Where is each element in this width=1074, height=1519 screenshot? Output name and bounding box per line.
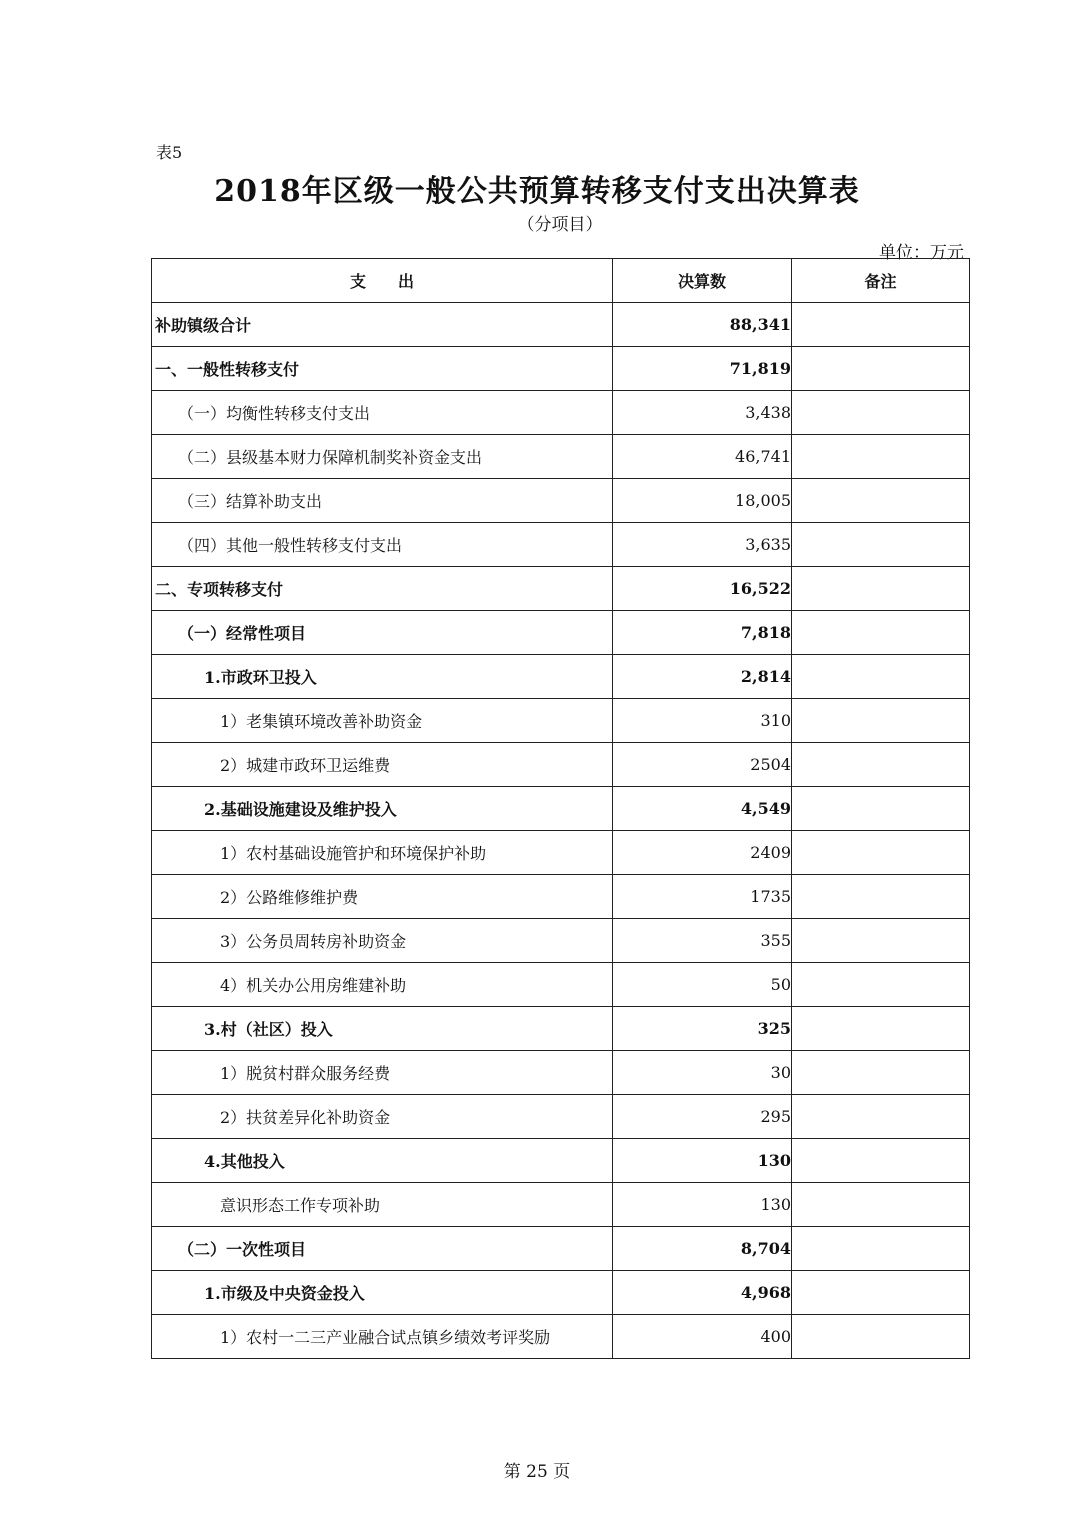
row-name: 4.其他投入 [152, 1139, 613, 1183]
row-name: 1）老集镇环境改善补助资金 [152, 699, 613, 743]
table-row [152, 787, 970, 831]
row-note [792, 523, 970, 567]
row-note [792, 1139, 970, 1183]
row-amount: 88,341 [613, 303, 792, 347]
row-amount: 2,814 [613, 655, 792, 699]
row-note [792, 1315, 970, 1359]
row-note [792, 1227, 970, 1271]
table-label: 表5 [156, 143, 183, 162]
row-name: （一）均衡性转移支付支出 [152, 391, 613, 435]
row-amount: 3,438 [613, 391, 792, 435]
table-row [152, 919, 970, 963]
document-subtitle: （分项目） [517, 215, 603, 235]
row-note [792, 1007, 970, 1051]
budget-table [151, 258, 970, 1359]
row-name: 1）农村基础设施管护和环境保护补助 [152, 831, 613, 875]
row-name: 3.村（社区）投入 [152, 1007, 613, 1051]
table-row [152, 875, 970, 919]
unit-label: 单位：万元 [879, 243, 964, 263]
header-amount: 决算数 [613, 259, 792, 303]
table-row [152, 479, 970, 523]
row-note [792, 1095, 970, 1139]
row-note [792, 567, 970, 611]
table-row [152, 831, 970, 875]
row-amount: 18,005 [613, 479, 792, 523]
row-amount: 2504 [613, 743, 792, 787]
row-name: 1.市级及中央资金投入 [152, 1271, 613, 1315]
row-amount: 50 [613, 963, 792, 1007]
row-note [792, 655, 970, 699]
table-row [152, 699, 970, 743]
row-amount: 3,635 [613, 523, 792, 567]
row-name: （三）结算补助支出 [152, 479, 613, 523]
row-amount: 2409 [613, 831, 792, 875]
row-amount: 46,741 [613, 435, 792, 479]
header-expenditure: 支 出 [152, 259, 613, 303]
table-row [152, 655, 970, 699]
row-amount: 325 [613, 1007, 792, 1051]
table-row [152, 347, 970, 391]
table-row [152, 743, 970, 787]
row-name: 4）机关办公用房维建补助 [152, 963, 613, 1007]
row-amount: 295 [613, 1095, 792, 1139]
document-title: 2018年区级一般公共预算转移支付支出决算表 [214, 174, 860, 209]
row-note [792, 963, 970, 1007]
table-row [152, 1007, 970, 1051]
row-note [792, 1183, 970, 1227]
row-note [792, 875, 970, 919]
table-row [152, 1139, 970, 1183]
row-amount: 16,522 [613, 567, 792, 611]
row-name: （四）其他一般性转移支付支出 [152, 523, 613, 567]
header-remarks: 备注 [792, 259, 970, 303]
row-amount: 400 [613, 1315, 792, 1359]
row-name: （一）经常性项目 [152, 611, 613, 655]
row-name: 2.基础设施建设及维护投入 [152, 787, 613, 831]
table-row [152, 1183, 970, 1227]
row-note [792, 479, 970, 523]
row-note [792, 303, 970, 347]
row-note [792, 699, 970, 743]
table-row [152, 567, 970, 611]
row-name: 二、专项转移支付 [152, 567, 613, 611]
row-amount: 71,819 [613, 347, 792, 391]
row-amount: 7,818 [613, 611, 792, 655]
row-name: 1）农村一二三产业融合试点镇乡绩效考评奖励 [152, 1315, 613, 1359]
row-name: 2）城建市政环卫运维费 [152, 743, 613, 787]
row-note [792, 391, 970, 435]
page-number: 第 25 页 [503, 1462, 571, 1482]
table-row [152, 523, 970, 567]
table-row [152, 303, 970, 347]
row-amount: 1735 [613, 875, 792, 919]
row-amount: 130 [613, 1183, 792, 1227]
table-row [152, 1315, 970, 1359]
row-note [792, 611, 970, 655]
row-name: 3）公务员周转房补助资金 [152, 919, 613, 963]
table-row [152, 391, 970, 435]
row-note [792, 831, 970, 875]
row-name: 一、一般性转移支付 [152, 347, 613, 391]
row-name: （二）县级基本财力保障机制奖补资金支出 [152, 435, 613, 479]
row-note [792, 1271, 970, 1315]
row-amount: 8,704 [613, 1227, 792, 1271]
row-note [792, 347, 970, 391]
row-amount: 310 [613, 699, 792, 743]
table-row [152, 1051, 970, 1095]
row-amount: 4,549 [613, 787, 792, 831]
table-row [152, 435, 970, 479]
table-row [152, 963, 970, 1007]
row-note [792, 787, 970, 831]
table-row [152, 1271, 970, 1315]
row-note [792, 743, 970, 787]
row-amount: 30 [613, 1051, 792, 1095]
row-name: （二）一次性项目 [152, 1227, 613, 1271]
table-row [152, 1095, 970, 1139]
row-name: 意识形态工作专项补助 [152, 1183, 613, 1227]
table-row [152, 611, 970, 655]
row-name: 2）扶贫差异化补助资金 [152, 1095, 613, 1139]
row-name: 1）脱贫村群众服务经费 [152, 1051, 613, 1095]
row-name: 1.市政环卫投入 [152, 655, 613, 699]
row-amount: 130 [613, 1139, 792, 1183]
row-note [792, 919, 970, 963]
row-note [792, 1051, 970, 1095]
row-name: 补助镇级合计 [152, 303, 613, 347]
row-note [792, 435, 970, 479]
table-row [152, 1227, 970, 1271]
row-amount: 4,968 [613, 1271, 792, 1315]
table-header-row [152, 259, 970, 303]
row-name: 2）公路维修维护费 [152, 875, 613, 919]
row-amount: 355 [613, 919, 792, 963]
